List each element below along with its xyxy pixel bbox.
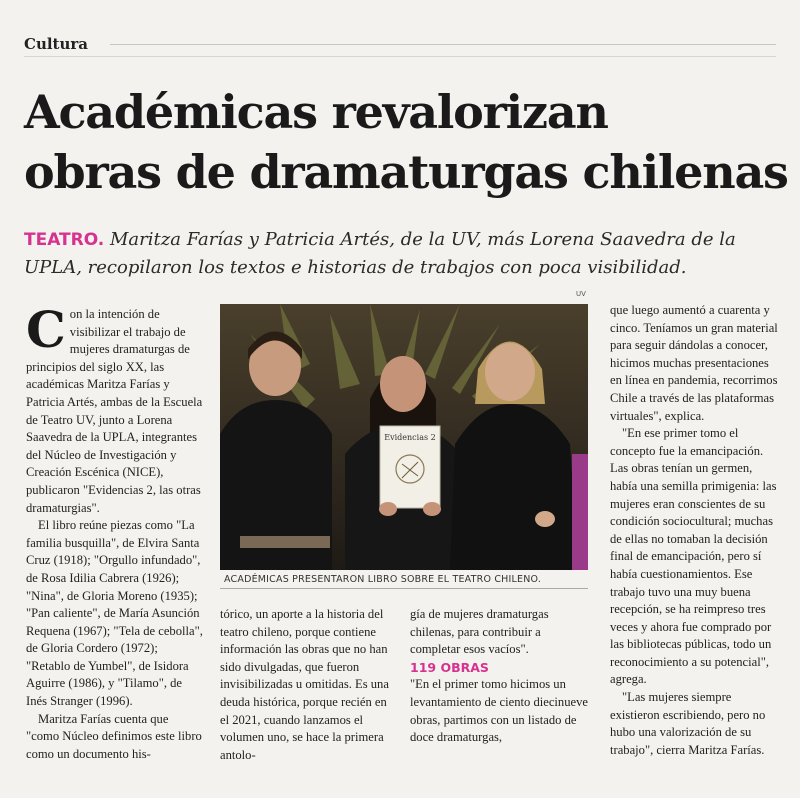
subheading: 119 OBRAS <box>410 659 489 675</box>
caption-rule <box>220 588 588 589</box>
paragraph: Maritza Farías cuenta que "como Núcleo definimos este libro como un documento his- <box>26 711 202 761</box>
paragraph: tórico, un aporte a la historia del teatro chileno, porque contiene información las obras que no han sido divulgadas, que fueron invisibilizadas u omitidas. Es una deuda histórica, porque recién en el 2021, cuando lanzamos el volumen uno, se hace la primera antolo- <box>220 607 389 762</box>
headline-line-1: Académicas revalorizan <box>24 85 608 139</box>
article-column-3 <box>410 606 588 747</box>
article-column-4 <box>610 302 780 759</box>
paragraph-text: on la intención de visibilizar el trabajo de mujeres dramaturgas de principios del siglo XX, las académicas Maritza Farías y Patricia Artés, ambas de la Escuela de Teatro UV, junto a Lorena Saavedra de la UPLA, integrantes del Núcleo de Investigación y Creación Escénica (NICE), publicaron "Evidencias 2, las otras dramaturgias". <box>26 307 203 515</box>
section-label: Cultura <box>24 35 88 53</box>
deck-text: Maritza Farías y Patricia Artés, de la UV, más Lorena Saavedra de la UPLA, recopilaron los textos e historias de trabajos con poca visibilidad. <box>24 229 736 278</box>
deck <box>24 226 784 282</box>
article-column-2 <box>220 606 395 764</box>
paragraph: El libro reúne piezas como "La familia busquilla", de Elvira Santa Cruz (1918); "Orgullo infundado", de Rosa Idilia Cabrera (1926); "Nina", de Gloria Moreno (1935); "Pan caliente", de María Asunción Requena (1967); "Tela de cebolla", de Gloria Cordero (1972); "Retablo de Yumbel", de Isidora Aguirre (1986), y "Tilamo", de Inés Stranger (1996). <box>26 518 203 709</box>
article-photo <box>220 304 588 570</box>
deck-kicker: TEATRO. <box>24 230 105 250</box>
book <box>379 426 441 516</box>
headline-line-2: obras de dramaturgas chilenas <box>24 145 788 199</box>
header-rule <box>110 44 776 45</box>
paragraph: "En ese primer tomo el concepto fue la emancipación. Las obras tenían un germen, había una semilla primigenia: las mujeres eran conscientes de su condición sociocultural; muchas de ellas no tomaban la decisión final de emancipación, pero sí había cuestionamientos. Ese trabajo tuvo una muy buena recepción, se ha reimpreso tres veces y ahora fue comprado por las bibliotecas públicas, todo un reconocimiento a su potencial", agrega. <box>610 426 777 687</box>
photo-credit: UV <box>576 290 586 298</box>
headline <box>24 82 788 202</box>
book-title: Evidencias 2 <box>384 433 436 442</box>
header-rule-secondary <box>24 56 776 57</box>
paragraph: "Las mujeres siempre existieron escribiendo, pero no hubo una valorización de su trabajo", cierra Maritza Farías. <box>610 690 766 757</box>
paragraph <box>26 300 204 517</box>
paragraph: "En el primer tomo hicimos un levantamiento de ciento diecinueve obras, partimos con un listado de doce dramaturgas, <box>410 677 588 745</box>
paragraph: gía de mujeres dramaturgas chilenas, para contribuir a completar esos vacíos". <box>410 607 549 657</box>
photo-caption: ACADÉMICAS PRESENTARON LIBRO SOBRE EL TEATRO CHILENO. <box>224 574 542 585</box>
photo-illustration <box>220 304 588 570</box>
dropcap: C <box>26 300 66 359</box>
paragraph: que luego aumentó a cuarenta y cinco. Teníamos un gran material para seguir dándolas a conocer, hicimos muchas presentaciones en línea en pandemia, recorrimos Chile a través de las plataformas virtuales", explica. <box>610 303 778 423</box>
article-column-1 <box>26 300 204 763</box>
